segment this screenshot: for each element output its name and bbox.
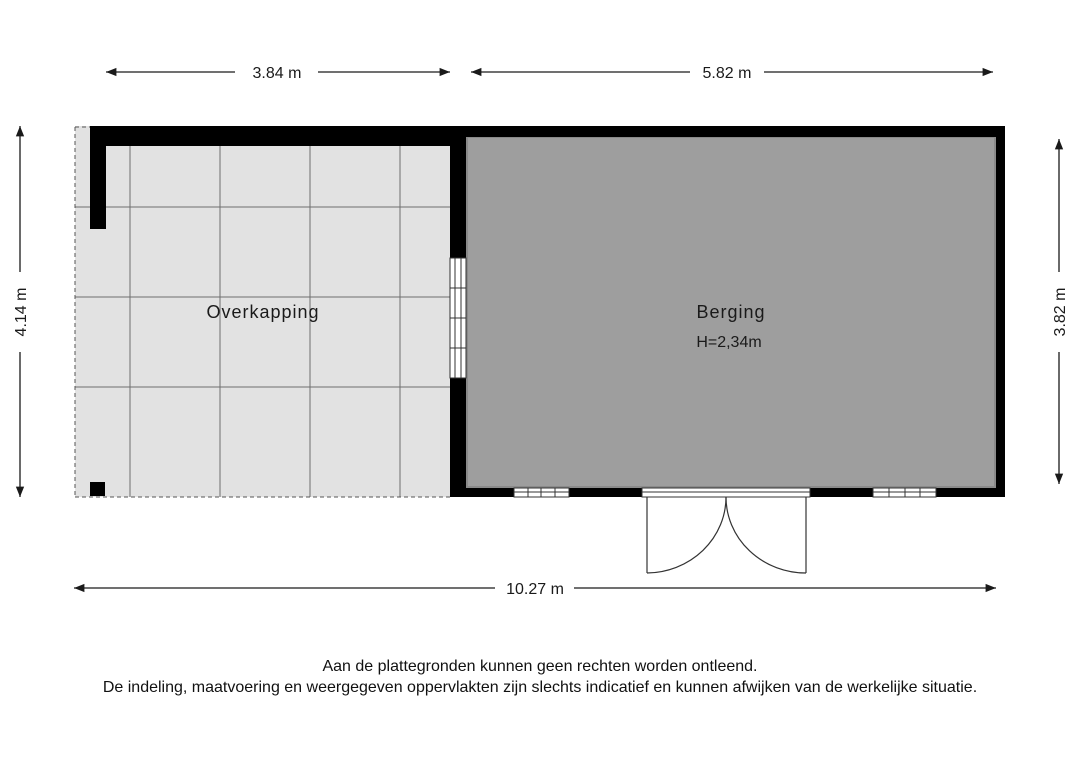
disclaimer [0,656,1080,698]
dim-label-right-height: 3.82 m [1052,287,1069,337]
window-middle-wall [450,258,466,378]
dim-label-total-width: 10.27 m [506,581,564,598]
wall-top [90,126,1005,137]
door-swing-right [726,497,806,573]
room-label-berging: Berging [696,302,766,322]
wall-bottom-3 [810,488,873,497]
wall-right [996,126,1005,497]
double-door [642,488,810,573]
door-swing-left [647,497,726,573]
wall-bottom-4 [936,488,1005,497]
wall-bottom-2 [569,488,642,497]
dim-label-berging-width: 5.82 m [702,65,752,82]
dim-label-overkapping-width: 3.84 m [252,65,302,82]
wall-middle-lower [450,378,466,497]
disclaimer-line-1: Aan de plattegronden kunnen geen rechten worden ontleend. [322,658,758,675]
wall-middle-upper [450,126,466,258]
support-post [90,482,105,496]
window-bottom-right [873,488,936,497]
disclaimer-line-2: De indeling, maatvoering en weergegeven oppervlakten zijn slechts indicatief en kunnen afwijken van de werkelijke situatie. [102,679,978,696]
wall-inner-top-ledge [106,137,450,146]
wall-overkapping-stub [90,126,106,229]
room-label-overkapping: Overkapping [206,302,320,322]
dim-label-left-height: 4.14 m [13,287,30,337]
room-height-berging: H=2,34m [696,334,762,351]
window-bottom-left [514,488,569,497]
wall-bottom-1 [450,488,514,497]
